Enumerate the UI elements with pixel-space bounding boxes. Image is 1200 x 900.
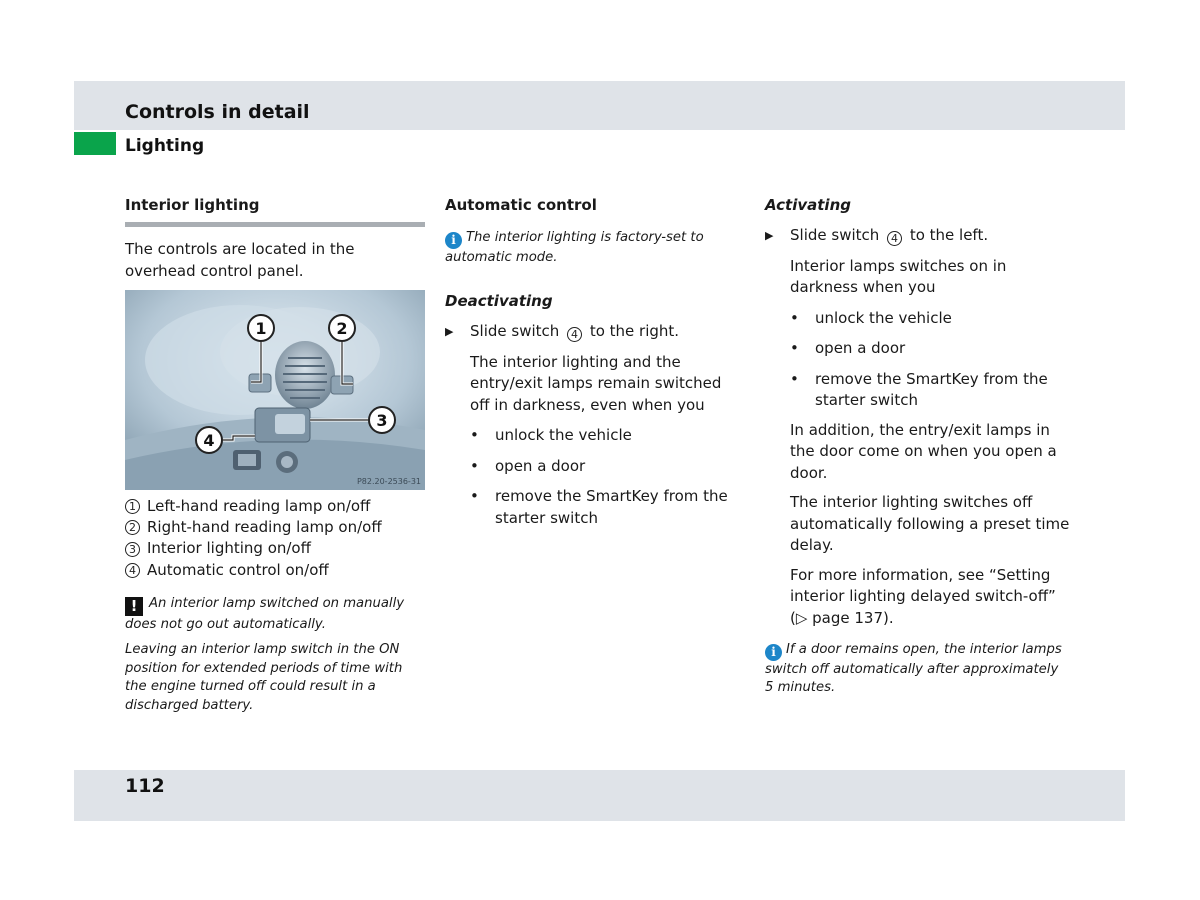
footer-band <box>74 770 1125 821</box>
switch-number: 4 <box>567 327 582 342</box>
legend-item <box>125 496 425 517</box>
legend-text: Automatic control on/off <box>147 560 329 579</box>
more-info-text: For more information, see “Setting interior lighting delayed switch-off” (▷ page 137). <box>790 565 1056 627</box>
legend-item <box>125 538 425 559</box>
interior-lighting-heading: Interior lighting <box>125 196 260 214</box>
column-interior-lighting <box>125 195 425 715</box>
legend-number: 4 <box>125 563 140 578</box>
section-color-tab <box>74 132 116 155</box>
info-note-text: If a door remains open, the interior lamps switch off automatically after approximately 5 minutes. <box>765 642 1062 696</box>
overhead-control-panel-photo <box>125 290 425 490</box>
callout-4: 4 <box>203 431 215 450</box>
legend-number: 3 <box>125 542 140 557</box>
callout-3: 3 <box>376 411 388 430</box>
column-activating <box>765 195 1070 698</box>
addition-text: In addition, the entry/exit lamps in the door come on when you open a door. <box>790 420 1057 482</box>
switch-number: 4 <box>887 231 902 246</box>
step-arrow-icon: ▶ <box>765 229 774 242</box>
step-arrow-icon: ▶ <box>445 325 454 339</box>
info-icon: i <box>765 644 782 661</box>
warning-icon: ! <box>125 597 143 616</box>
legend-text: Right-hand reading lamp on/off <box>147 518 382 537</box>
info-icon: i <box>445 232 462 249</box>
auto-off-text: The interior lighting switches off automatically following a preset time delay. <box>790 493 1070 554</box>
activating-heading: Activating <box>765 196 851 214</box>
info-note <box>445 229 745 267</box>
step-deactivate <box>445 321 745 343</box>
warning-note-2: Leaving an interior lamp switch in the ON position for extended periods of time with the engine turned off could result in a discharged battery. <box>125 642 403 713</box>
deactivate-result: The interior lighting and the entry/exit lamps remain switched off in darkness, even when you <box>470 352 722 414</box>
legend-number: 1 <box>125 499 140 514</box>
callout-1: 1 <box>255 319 267 338</box>
heading-rule <box>125 222 425 227</box>
legend-text: Interior lighting on/off <box>147 539 311 558</box>
callout-2: 2 <box>336 319 348 338</box>
list-item: • open a door <box>790 339 906 357</box>
legend-item <box>125 517 425 538</box>
warning-note-text: An interior lamp switched on manually does not go out automatically. <box>125 595 405 632</box>
photo-code: P82.20-2536-31 <box>356 477 421 486</box>
intro-text: The controls are located in the overhead control panel. <box>125 240 355 280</box>
column-automatic-control <box>445 195 745 529</box>
list-item: • remove the SmartKey from the starter switch <box>790 369 1048 409</box>
step-activate <box>765 225 1070 247</box>
info-note <box>765 641 1070 698</box>
warning-note <box>125 595 425 634</box>
info-note-text: The interior lighting is factory-set to automatic mode. <box>445 230 704 265</box>
list-item: • open a door <box>470 456 586 475</box>
list-item: • remove the SmartKey from the starter switch <box>470 487 728 527</box>
deactivating-heading: Deactivating <box>445 292 553 311</box>
page-number: 112 <box>125 775 165 797</box>
automatic-control-heading: Automatic control <box>445 196 597 214</box>
step-text: Slide switch 4 to the right. <box>470 322 680 342</box>
subsection-title: Lighting <box>125 136 205 156</box>
list-item: • unlock the vehicle <box>470 426 632 445</box>
legend-list <box>125 496 425 581</box>
legend-text: Left-hand reading lamp on/off <box>147 497 371 515</box>
section-title: Controls in detail <box>125 101 310 123</box>
activate-result: Interior lamps switches on in darkness when you <box>790 256 1007 296</box>
list-item: • unlock the vehicle <box>790 308 952 327</box>
legend-number: 2 <box>125 520 140 535</box>
legend-item <box>125 560 425 581</box>
step-text: Slide switch 4 to the left. <box>790 226 989 245</box>
